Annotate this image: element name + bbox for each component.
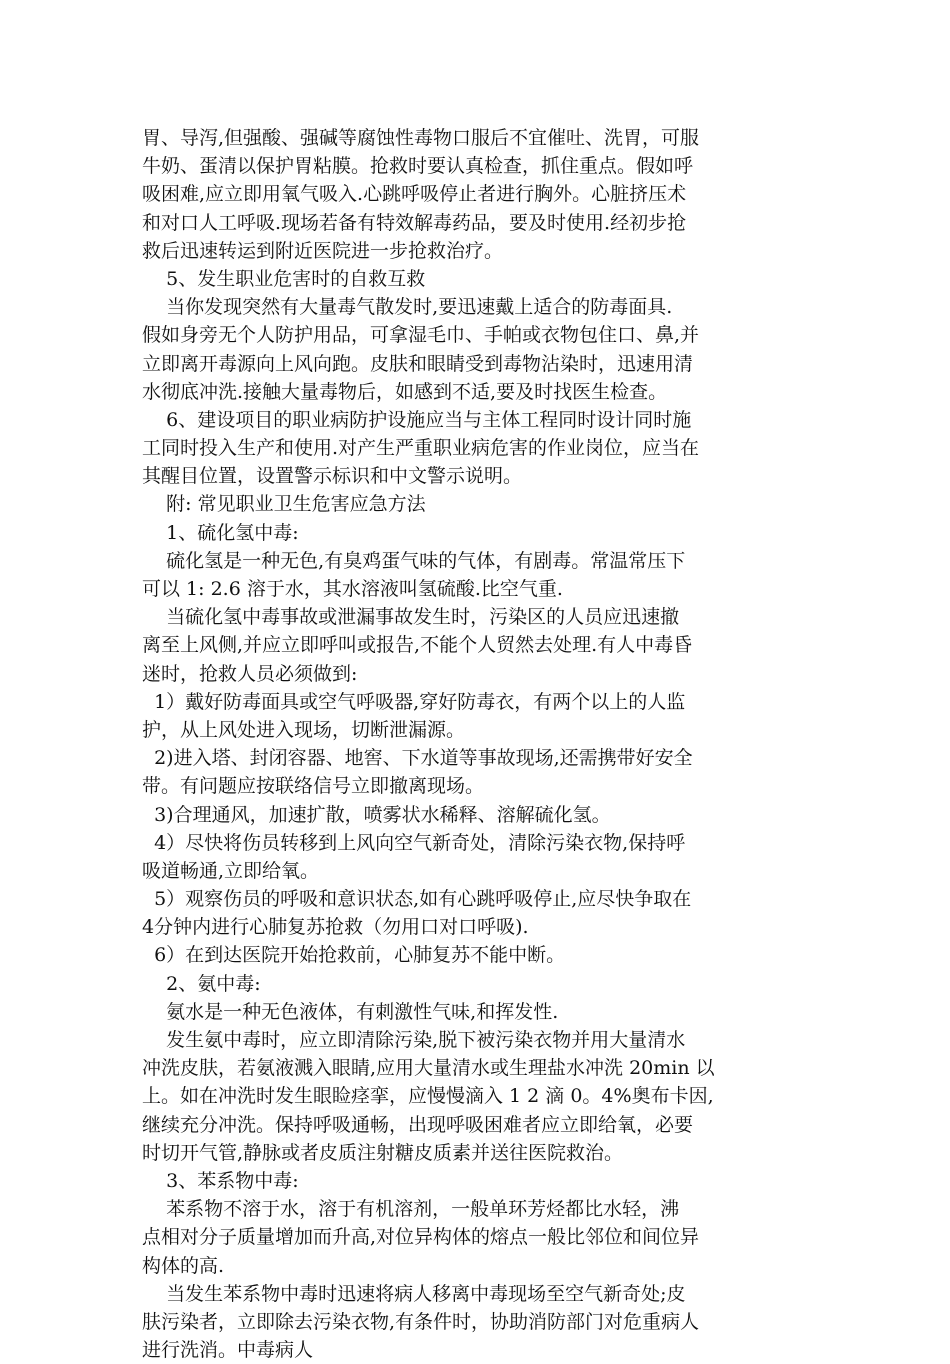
section-heading: 1、硫化氢中毒: [142, 521, 299, 544]
text-line: 立即离开毒源向上风向跑。皮肤和眼睛受到毒物沾染时，迅速用清 [142, 352, 694, 375]
text-line: 救后迅速转运到附近医院进一步抢救治疗。 [142, 239, 504, 262]
text-line: 吸困难,应立即用氧气吸入.心跳呼吸停止者进行胸外。心脏挤压术 [142, 183, 687, 206]
text-line: 4分钟内进行心肺复苏抢救（勿用口对口呼吸). [142, 916, 529, 939]
text-line: 当发生苯系物中毒时迅速将病人移离中毒现场至空气新奇处;皮 [142, 1282, 686, 1305]
list-item: 2)进入塔、封闭容器、地窖、下水道等事故现场,还需携带好安全 [142, 747, 693, 770]
list-item: 1）戴好防毒面具或空气呼吸器,穿好防毒衣，有两个以上的人监 [142, 690, 686, 713]
text-line: 肤污染者，立即除去污染衣物,有条件时，协助消防部门对危重病人 [142, 1310, 700, 1333]
appendix-heading: 附: 常见职业卫生危害应急方法 [142, 493, 426, 516]
text-line: 构体的高. [142, 1254, 225, 1277]
document-body [142, 124, 810, 1364]
text-line: 冲洗皮肤，若氨液溅入眼睛,应用大量清水或生理盐水冲洗 20min 以 [142, 1057, 715, 1080]
list-item: 6）在到达医院开始抢救前，心肺复苏不能中断。 [142, 944, 566, 967]
text-line: 离至上风侧,并应立即呼叫或报告,不能个人贸然去处理.有人中毒昏 [142, 634, 693, 657]
text-line: 进行洗消。中毒病人 [142, 1339, 314, 1362]
section-heading: 5、发生职业危害时的自救互救 [142, 267, 426, 290]
text-line: 和对口人工呼吸.现场若备有特效解毒药品，要及时使用.经初步抢 [142, 211, 687, 234]
section-heading: 2、氨中毒: [142, 972, 261, 995]
text-line: 时切开气管,静脉或者皮质注射糖皮质素并送往医院救治。 [142, 1141, 624, 1164]
text-line: 水彻底冲洗.接触大量毒物后，如感到不适,要及时找医生检查。 [142, 380, 668, 403]
text-line: 工同时投入生产和使用.对产生严重职业病危害的作业岗位，应当在 [142, 437, 700, 460]
text-line: 吸道畅通,立即给氧。 [142, 859, 320, 882]
text-line: 6、建设项目的职业病防护设施应当与主体工程同时设计同时施 [142, 408, 692, 431]
list-item: 3)合理通风，加速扩散，喷雾状水稀释、溶解硫化氢。 [142, 803, 611, 826]
text-line: 假如身旁无个人防护用品，可拿湿毛巾、手帕或衣物包住口、鼻,并 [142, 324, 700, 347]
section-heading: 3、苯系物中毒: [142, 1169, 299, 1192]
text-line: 硫化氢是一种无色,有臭鸡蛋气味的气体，有剧毒。常温常压下 [142, 549, 686, 572]
text-line: 继续充分冲洗。保持呼吸通畅，出现呼吸困难者应立即给氧，必要 [142, 1113, 694, 1136]
text-line: 氨水是一种无色液体，有刺激性气味,和挥发性. [142, 1000, 559, 1023]
text-line: 带。有问题应按联络信号立即撤离现场。 [142, 775, 485, 798]
text-line: 护，从上风处进入现场，切断泄漏源。 [142, 718, 466, 741]
text-line: 当硫化氢中毒事故或泄漏事故发生时，污染区的人员应迅速撤 [142, 606, 680, 629]
text-line: 上。如在冲洗时发生眼睑痉挛，应慢慢滴入 1 2 滴 0。4%奥布卡因, [142, 1085, 714, 1108]
list-item: 4）尽快将伤员转移到上风向空气新奇处，清除污染衣物,保持呼 [142, 831, 686, 854]
text-line: 可以 1: 2.6 溶于水，其水溶液叫氢硫酸.比空气重. [142, 578, 563, 600]
text-line: 苯系物不溶于水，溶于有机溶剂，一般单环芳烃都比水轻，沸 [142, 1198, 680, 1221]
text-line: 胃、导泻,但强酸、强碱等腐蚀性毒物口服后不宜催吐、洗胃，可服 [142, 127, 700, 149]
text-line: 发生氨中毒时，应立即清除污染,脱下被污染衣物并用大量清水 [142, 1029, 686, 1051]
text-line: 迷时，抢救人员必须做到: [142, 662, 358, 685]
text-line: 牛奶、蛋清以保护胃粘膜。抢救时要认真检查，抓住重点。假如呼 [142, 155, 694, 178]
text-line: 当你发现突然有大量毒气散发时,要迅速戴上适合的防毒面具. [142, 296, 673, 319]
text-line: 点相对分子质量增加而升高,对位异构体的熔点一般比邻位和间位异 [142, 1226, 700, 1249]
list-item: 5）观察伤员的呼吸和意识状态,如有心跳呼吸停止,应尽快争取在 [142, 888, 692, 911]
text-line: 其醒目位置，设置警示标识和中文警示说明。 [142, 465, 523, 488]
